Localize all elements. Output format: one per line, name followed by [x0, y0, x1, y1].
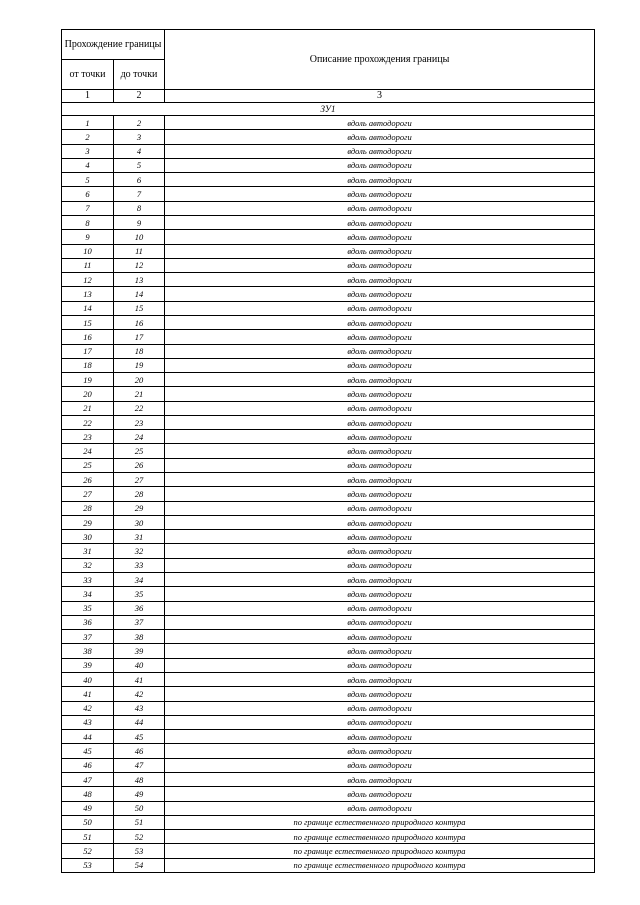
cell-description: по границе естественного природного контура [165, 858, 595, 872]
cell-to-point: 35 [114, 587, 165, 601]
cell-to-point: 6 [114, 173, 165, 187]
cell-description: вдоль автодороги [165, 715, 595, 729]
cell-description: по границе естественного природного контура [165, 844, 595, 858]
table-row [62, 373, 595, 387]
cell-to-point: 7 [114, 187, 165, 201]
table-row [62, 458, 595, 472]
cell-from-point: 47 [62, 772, 114, 786]
cell-from-point: 16 [62, 330, 114, 344]
cell-from-point: 39 [62, 658, 114, 672]
table-row [62, 473, 595, 487]
cell-to-point: 52 [114, 830, 165, 844]
cell-description: вдоль автодороги [165, 301, 595, 315]
table-row [62, 387, 595, 401]
table-row [62, 244, 595, 258]
cell-from-point: 1 [62, 116, 114, 130]
cell-to-point: 53 [114, 844, 165, 858]
cell-to-point: 54 [114, 858, 165, 872]
cell-to-point: 47 [114, 758, 165, 772]
cell-from-point: 35 [62, 601, 114, 615]
cell-description: вдоль автодороги [165, 130, 595, 144]
cell-description: вдоль автодороги [165, 701, 595, 715]
cell-description: вдоль автодороги [165, 730, 595, 744]
table-row [62, 501, 595, 515]
cell-to-point: 51 [114, 815, 165, 829]
column-number-3: 3 [165, 90, 595, 103]
table-row [62, 787, 595, 801]
cell-description: вдоль автодороги [165, 344, 595, 358]
cell-to-point: 18 [114, 344, 165, 358]
table-row [62, 701, 595, 715]
table-row [62, 844, 595, 858]
table-row [62, 201, 595, 215]
cell-to-point: 49 [114, 787, 165, 801]
cell-from-point: 30 [62, 530, 114, 544]
header-boundary-description: Описание прохождения границы [165, 30, 595, 90]
cell-to-point: 27 [114, 473, 165, 487]
cell-from-point: 19 [62, 373, 114, 387]
table-row [62, 116, 595, 130]
table-row [62, 830, 595, 844]
cell-to-point: 29 [114, 501, 165, 515]
cell-to-point: 37 [114, 615, 165, 629]
cell-from-point: 38 [62, 644, 114, 658]
cell-description: вдоль автодороги [165, 644, 595, 658]
table-row [62, 601, 595, 615]
cell-description: вдоль автодороги [165, 315, 595, 329]
cell-to-point: 44 [114, 715, 165, 729]
cell-to-point: 48 [114, 772, 165, 786]
cell-description: вдоль автодороги [165, 287, 595, 301]
cell-to-point: 17 [114, 330, 165, 344]
cell-to-point: 38 [114, 630, 165, 644]
cell-from-point: 27 [62, 487, 114, 501]
cell-to-point: 14 [114, 287, 165, 301]
cell-to-point: 28 [114, 487, 165, 501]
cell-to-point: 31 [114, 530, 165, 544]
cell-from-point: 22 [62, 415, 114, 429]
cell-to-point: 45 [114, 730, 165, 744]
cell-from-point: 24 [62, 444, 114, 458]
cell-from-point: 51 [62, 830, 114, 844]
table-row [62, 744, 595, 758]
cell-from-point: 21 [62, 401, 114, 415]
cell-from-point: 18 [62, 358, 114, 372]
table-row [62, 344, 595, 358]
table-row [62, 301, 595, 315]
cell-description: вдоль автодороги [165, 373, 595, 387]
cell-to-point: 10 [114, 230, 165, 244]
header-from-point: от точки [62, 60, 114, 90]
cell-from-point: 8 [62, 215, 114, 229]
cell-to-point: 23 [114, 415, 165, 429]
cell-description: по границе естественного природного контура [165, 830, 595, 844]
table-row [62, 315, 595, 329]
cell-description: вдоль автодороги [165, 358, 595, 372]
cell-from-point: 34 [62, 587, 114, 601]
table-row [62, 672, 595, 686]
section-label: ЗУ1 [62, 103, 595, 116]
table-row [62, 415, 595, 429]
cell-to-point: 24 [114, 430, 165, 444]
cell-description: вдоль автодороги [165, 401, 595, 415]
cell-description: вдоль автодороги [165, 230, 595, 244]
cell-description: вдоль автодороги [165, 587, 595, 601]
cell-from-point: 29 [62, 515, 114, 529]
cell-from-point: 2 [62, 130, 114, 144]
cell-description: вдоль автодороги [165, 558, 595, 572]
cell-from-point: 50 [62, 815, 114, 829]
cell-to-point: 15 [114, 301, 165, 315]
table-row [62, 158, 595, 172]
cell-to-point: 21 [114, 387, 165, 401]
cell-from-point: 6 [62, 187, 114, 201]
cell-from-point: 13 [62, 287, 114, 301]
cell-from-point: 5 [62, 173, 114, 187]
cell-to-point: 26 [114, 458, 165, 472]
cell-description: вдоль автодороги [165, 758, 595, 772]
table-row [62, 544, 595, 558]
cell-to-point: 39 [114, 644, 165, 658]
cell-from-point: 49 [62, 801, 114, 815]
cell-from-point: 3 [62, 144, 114, 158]
cell-from-point: 10 [62, 244, 114, 258]
column-number-1: 1 [62, 90, 114, 103]
cell-from-point: 7 [62, 201, 114, 215]
table-row [62, 130, 595, 144]
table-row [62, 358, 595, 372]
cell-description: вдоль автодороги [165, 772, 595, 786]
cell-to-point: 16 [114, 315, 165, 329]
cell-description: вдоль автодороги [165, 501, 595, 515]
cell-description: вдоль автодороги [165, 544, 595, 558]
cell-from-point: 17 [62, 344, 114, 358]
cell-description: вдоль автодороги [165, 244, 595, 258]
table-row [62, 173, 595, 187]
cell-description: вдоль автодороги [165, 630, 595, 644]
table-row [62, 258, 595, 272]
table-row [62, 401, 595, 415]
table-body [62, 116, 595, 873]
cell-to-point: 22 [114, 401, 165, 415]
cell-to-point: 34 [114, 573, 165, 587]
cell-from-point: 46 [62, 758, 114, 772]
cell-to-point: 36 [114, 601, 165, 615]
cell-description: вдоль автодороги [165, 116, 595, 130]
cell-to-point: 25 [114, 444, 165, 458]
cell-to-point: 41 [114, 672, 165, 686]
cell-from-point: 43 [62, 715, 114, 729]
cell-to-point: 20 [114, 373, 165, 387]
cell-from-point: 12 [62, 273, 114, 287]
table-row [62, 687, 595, 701]
cell-description: вдоль автодороги [165, 487, 595, 501]
cell-from-point: 25 [62, 458, 114, 472]
cell-description: вдоль автодороги [165, 415, 595, 429]
cell-to-point: 33 [114, 558, 165, 572]
table-row [62, 758, 595, 772]
table-row [62, 730, 595, 744]
table-row [62, 144, 595, 158]
cell-from-point: 4 [62, 158, 114, 172]
cell-to-point: 50 [114, 801, 165, 815]
cell-description: вдоль автодороги [165, 473, 595, 487]
column-number-2: 2 [114, 90, 165, 103]
table-row [62, 273, 595, 287]
table-row [62, 287, 595, 301]
cell-from-point: 32 [62, 558, 114, 572]
boundary-table [61, 29, 595, 873]
cell-from-point: 52 [62, 844, 114, 858]
cell-description: вдоль автодороги [165, 573, 595, 587]
cell-description: вдоль автодороги [165, 601, 595, 615]
cell-from-point: 23 [62, 430, 114, 444]
cell-from-point: 9 [62, 230, 114, 244]
cell-from-point: 28 [62, 501, 114, 515]
cell-description: вдоль автодороги [165, 444, 595, 458]
table-row [62, 587, 595, 601]
cell-description: вдоль автодороги [165, 173, 595, 187]
cell-to-point: 42 [114, 687, 165, 701]
table-row [62, 772, 595, 786]
table-row [62, 430, 595, 444]
table-row [62, 530, 595, 544]
cell-to-point: 3 [114, 130, 165, 144]
table-row [62, 558, 595, 572]
cell-from-point: 36 [62, 615, 114, 629]
cell-to-point: 2 [114, 116, 165, 130]
table-row [62, 444, 595, 458]
table-row [62, 215, 595, 229]
cell-to-point: 5 [114, 158, 165, 172]
cell-to-point: 32 [114, 544, 165, 558]
table-row [62, 715, 595, 729]
cell-description: вдоль автодороги [165, 744, 595, 758]
cell-to-point: 9 [114, 215, 165, 229]
cell-from-point: 40 [62, 672, 114, 686]
cell-description: вдоль автодороги [165, 201, 595, 215]
cell-description: вдоль автодороги [165, 158, 595, 172]
table-row [62, 801, 595, 815]
cell-from-point: 15 [62, 315, 114, 329]
cell-description: вдоль автодороги [165, 387, 595, 401]
cell-from-point: 48 [62, 787, 114, 801]
cell-description: вдоль автодороги [165, 458, 595, 472]
table-row [62, 630, 595, 644]
cell-to-point: 8 [114, 201, 165, 215]
table-row [62, 658, 595, 672]
cell-from-point: 14 [62, 301, 114, 315]
cell-description: по границе естественного природного контура [165, 815, 595, 829]
cell-from-point: 26 [62, 473, 114, 487]
cell-description: вдоль автодороги [165, 187, 595, 201]
cell-to-point: 43 [114, 701, 165, 715]
cell-description: вдоль автодороги [165, 672, 595, 686]
cell-from-point: 11 [62, 258, 114, 272]
cell-description: вдоль автодороги [165, 273, 595, 287]
cell-description: вдоль автодороги [165, 801, 595, 815]
cell-from-point: 53 [62, 858, 114, 872]
table-row [62, 615, 595, 629]
table-row [62, 187, 595, 201]
cell-to-point: 46 [114, 744, 165, 758]
cell-to-point: 12 [114, 258, 165, 272]
table-row [62, 487, 595, 501]
cell-to-point: 4 [114, 144, 165, 158]
cell-description: вдоль автодороги [165, 330, 595, 344]
cell-description: вдоль автодороги [165, 530, 595, 544]
table-row [62, 644, 595, 658]
cell-description: вдоль автодороги [165, 687, 595, 701]
table-row [62, 230, 595, 244]
cell-to-point: 13 [114, 273, 165, 287]
cell-from-point: 31 [62, 544, 114, 558]
cell-description: вдоль автодороги [165, 658, 595, 672]
header-to-point: до точки [114, 60, 165, 90]
cell-from-point: 42 [62, 701, 114, 715]
cell-from-point: 33 [62, 573, 114, 587]
cell-description: вдоль автодороги [165, 615, 595, 629]
cell-description: вдоль автодороги [165, 515, 595, 529]
cell-description: вдоль автодороги [165, 787, 595, 801]
header-boundary-passage: Прохождение границы [62, 30, 165, 60]
cell-from-point: 44 [62, 730, 114, 744]
cell-from-point: 20 [62, 387, 114, 401]
cell-from-point: 37 [62, 630, 114, 644]
cell-to-point: 11 [114, 244, 165, 258]
cell-from-point: 41 [62, 687, 114, 701]
table-row [62, 330, 595, 344]
cell-description: вдоль автодороги [165, 144, 595, 158]
table-row [62, 858, 595, 872]
table-row [62, 515, 595, 529]
cell-to-point: 40 [114, 658, 165, 672]
table-row [62, 815, 595, 829]
cell-description: вдоль автодороги [165, 430, 595, 444]
cell-from-point: 45 [62, 744, 114, 758]
table-row [62, 573, 595, 587]
cell-description: вдоль автодороги [165, 215, 595, 229]
cell-to-point: 30 [114, 515, 165, 529]
cell-description: вдоль автодороги [165, 258, 595, 272]
cell-to-point: 19 [114, 358, 165, 372]
